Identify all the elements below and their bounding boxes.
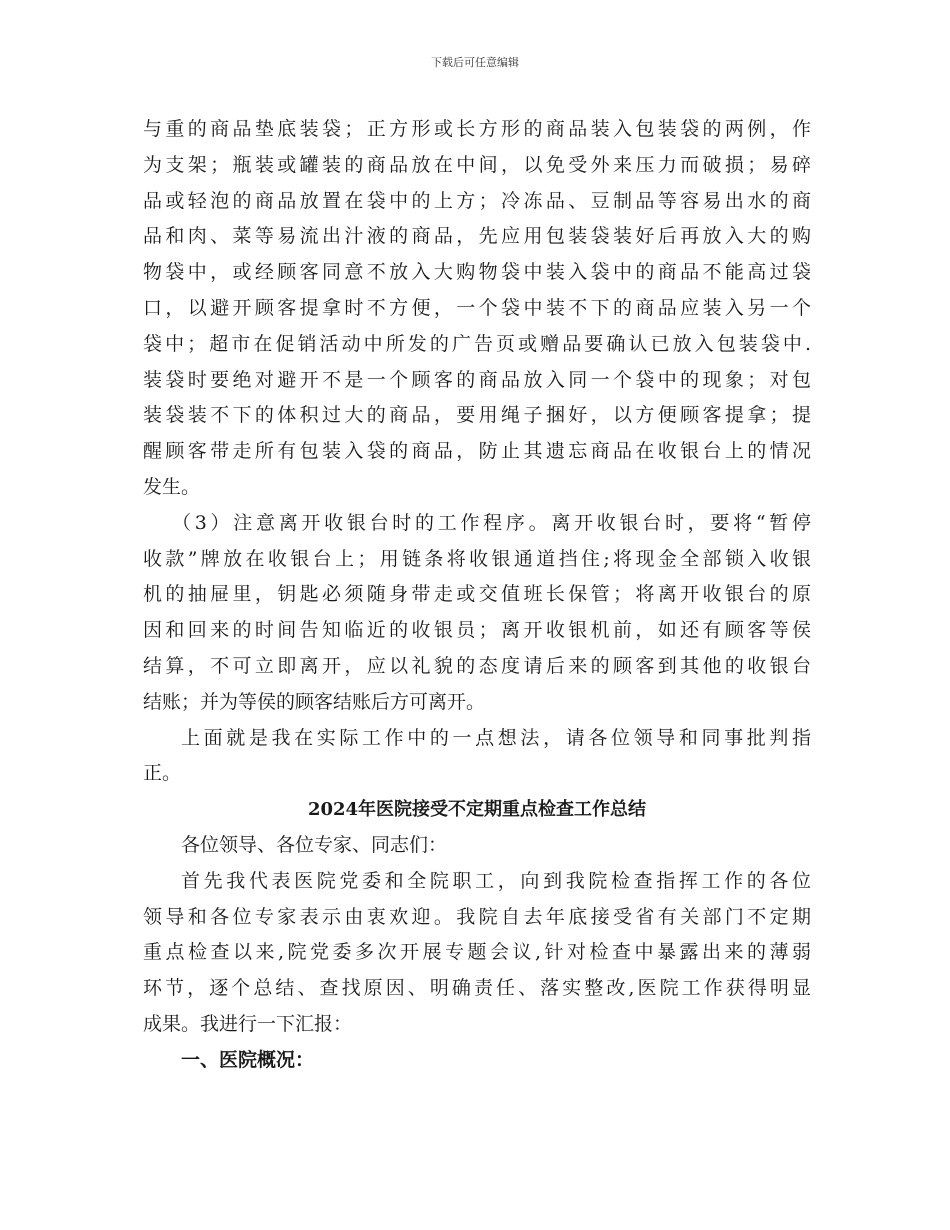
text-line: 发生。: [143, 475, 201, 498]
text-line: 成果。我进行一下汇报：: [143, 1012, 353, 1035]
text-line: 收款”牌放在收银台上；用链条将收银通道挡住;将现金全部锁入收银: [143, 547, 811, 570]
text-line: 品或轻泡的商品放置在袋中的上方；冷冻品、豆制品等容易出水的商: [143, 189, 811, 212]
text-line: 因和回来的时间告知临近的收银员；离开收银机前，如还有顾客等侯: [143, 619, 811, 642]
text-line: 上面就是我在实际工作中的一点想法，请各位领导和同事批判指: [181, 726, 811, 749]
text-line: 装袋时要绝对避开不是一个顾客的商品放入同一个袋中的现象；对包: [143, 368, 811, 391]
text-line: 为支架；瓶装或罐装的商品放在中间，以免受外来压力而破损；易碎: [143, 153, 811, 176]
text-line: （3）注意离开收银台时的工作程序。离开收银台时，要将“暂停: [172, 511, 811, 534]
salutation: 各位领导、各位专家、同志们：: [181, 833, 448, 856]
section-heading: 一、医院概况：: [181, 1048, 315, 1071]
text-line: 品和肉、菜等易流出汁液的商品，先应用包装袋装好后再放入大的购: [143, 225, 811, 248]
text-line: 物袋中，或经顾客同意不放入大购物袋中装入袋中的商品不能高过袋: [143, 261, 811, 284]
text-line: 口，以避开顾客提拿时不方便，一个袋中装不下的商品应装入另一个: [143, 296, 811, 319]
text-line: 首先我代表医院党委和全院职工，向到我院检查指挥工作的各位: [181, 869, 811, 892]
text-line: 结算，不可立即离开，应以礼貌的态度请后来的顾客到其他的收银台: [143, 654, 811, 677]
page-header: 下载后可任意编辑: [431, 56, 519, 69]
text-line: 重点检查以来,院党委多次开展专题会议,针对检查中暴露出来的薄弱: [143, 941, 811, 964]
document-body: [143, 112, 811, 1079]
text-line: 正。: [143, 762, 182, 785]
text-line: 醒顾客带走所有包装入袋的商品，防止其遗忘商品在收银台上的情况: [143, 440, 811, 463]
text-line: 机的抽屉里，钥匙必须随身带走或交值班长保管；将离开收银台的原: [143, 583, 811, 606]
text-line: 结账；并为等侯的顾客结账后方可离开。: [143, 690, 486, 713]
text-line: 装袋装不下的体积过大的商品，要用绳子捆好，以方便顾客提拿；提: [143, 404, 811, 427]
text-line: 与重的商品垫底装袋；正方形或长方形的商品装入包装袋的两例，作: [143, 118, 811, 140]
text-line: 袋中；超市在促销活动中所发的广告页或赠品要确认已放入包装袋中.: [143, 332, 811, 355]
text-line: 环节，逐个总结、查找原因、明确责任、落实整改,医院工作获得明显: [143, 977, 811, 1000]
text-line: 领导和各位专家表示由衷欢迎。我院自去年底接受省有关部门不定期: [143, 905, 811, 928]
section-title: 2024年医院接受不定期重点检查工作总结: [307, 799, 647, 821]
